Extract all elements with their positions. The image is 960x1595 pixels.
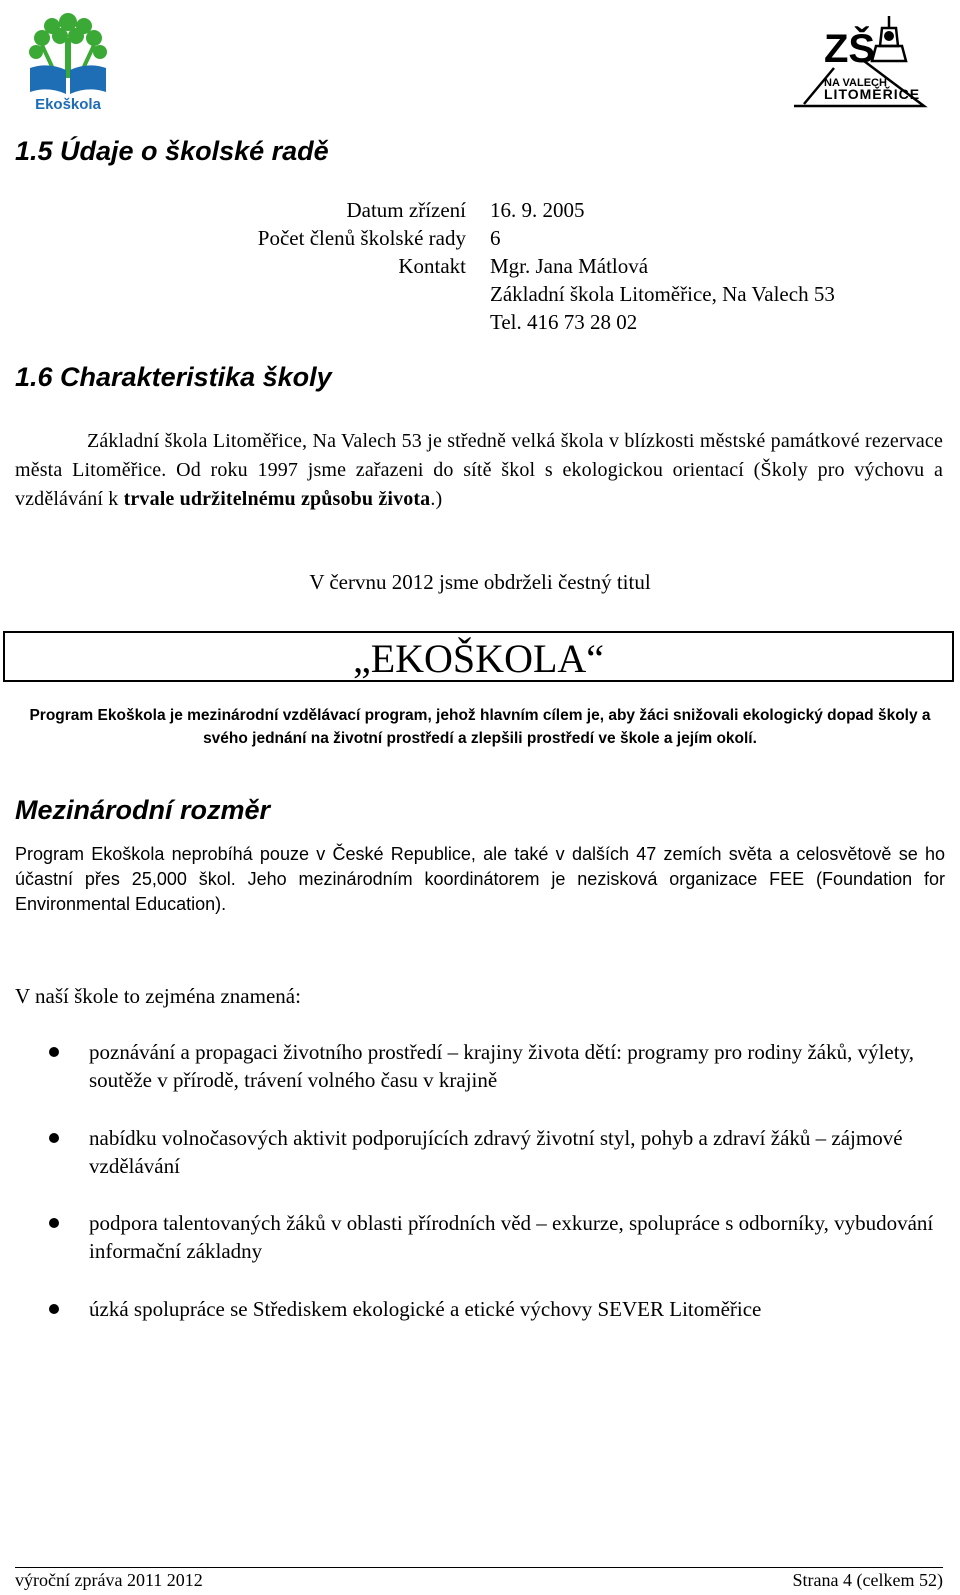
section-heading-school-board: 1.5 Údaje o školské radě: [15, 136, 329, 166]
bullet-icon: [49, 1133, 59, 1143]
bullet-icon: [49, 1218, 59, 1228]
award-line: V červnu 2012 jsme obdrželi čestný titul: [309, 570, 651, 594]
list-item-text: nabídku volnočasových aktivit podporujících zdravý životní styl, pohyb a zdraví žáků – zájmové vzdělávání: [89, 1126, 903, 1178]
ekoskola-logo: [22, 8, 114, 112]
info-value: Mgr. Jana Mátlová: [490, 254, 649, 278]
paragraph-bold-text: trvale udržitelnému způsobu života: [123, 488, 431, 510]
list-item-text: úzká spolupráce se Střediskem ekologické a etické výchovy SEVER Litoměřice: [89, 1297, 762, 1321]
info-value: 6: [490, 226, 501, 250]
bullet-icon: [49, 1047, 59, 1057]
ekoskola-title-box: „EKOŠKOLA“: [3, 631, 954, 682]
section-heading-international: Mezinárodní rozměr: [15, 795, 271, 825]
footer-left: výroční zpráva 2011 2012: [15, 1570, 203, 1590]
school-characteristics-paragraph: [15, 427, 943, 514]
list-item-text: podpora talentovaných žáků v oblasti přírodních věd – exkurze, spolupráce s odborníky, vybudování informační základny: [89, 1211, 934, 1263]
paragraph-text: Základní škola Litoměřice, Na Valech 53 je středně velká škola v blízkosti městské památkové rezervace města Litoměřice. Od roku 1997 jsme zařazeni do sítě škol s ekologickou orientací (Školy pro výchovu a vzdělávání k: [15, 430, 943, 510]
meaning-intro: V naší škole to zejména znamená:: [15, 984, 301, 1008]
svg-text:LITOMĚŘICE: LITOMĚŘICE: [824, 86, 921, 102]
svg-text:Ekoškola: Ekoškola: [35, 96, 101, 112]
info-value: 16. 9. 2005: [490, 198, 585, 222]
ekoskola-tree-icon: [22, 8, 114, 112]
program-description: Program Ekoškola je mezinárodní vzdělávací program, jehož hlavním cílem je, aby žáci snižovali ekologický dopad školy a svého jednání na životní prostředí a zlepšili prostředí ve škole a jejím okolí.: [29, 707, 931, 747]
list-item-text: poznávání a propagaci životního prostředí – krajiny života dětí: programy pro rodiny žáků, výlety, soutěže v přírodě, trávení volného času v krajině: [89, 1040, 914, 1092]
info-label: Počet členů školské rady: [257, 226, 466, 250]
section-heading-school-characteristics: 1.6 Charakteristika školy: [15, 362, 332, 392]
footer-page-number: Strana 4 (celkem 52): [792, 1570, 943, 1590]
school-tower-icon: [794, 6, 944, 110]
international-paragraph: Program Ekoškola neprobíhá pouze v České Republice, ale také v dalších 47 zemích světa a celosvětově se ho účastní přes 25,000 škol. Jeho mezinárodním koordinátorem je nezisková organizace FEE (Foundation for Environmental Education).: [15, 844, 945, 914]
bullet-icon: [49, 1304, 59, 1314]
svg-text:ZŠ: ZŠ: [824, 27, 876, 71]
paragraph-text-end: .): [430, 488, 443, 510]
info-label: Kontakt: [398, 254, 466, 278]
info-value: Tel. 416 73 28 02: [490, 310, 638, 334]
info-label: Datum zřízení: [346, 198, 466, 222]
footer-divider: [15, 1567, 943, 1568]
zs-na-valech-logo: [794, 6, 944, 110]
svg-text:NA VALECH: NA VALECH: [824, 77, 887, 89]
info-value: Základní škola Litoměřice, Na Valech 53: [490, 282, 835, 306]
